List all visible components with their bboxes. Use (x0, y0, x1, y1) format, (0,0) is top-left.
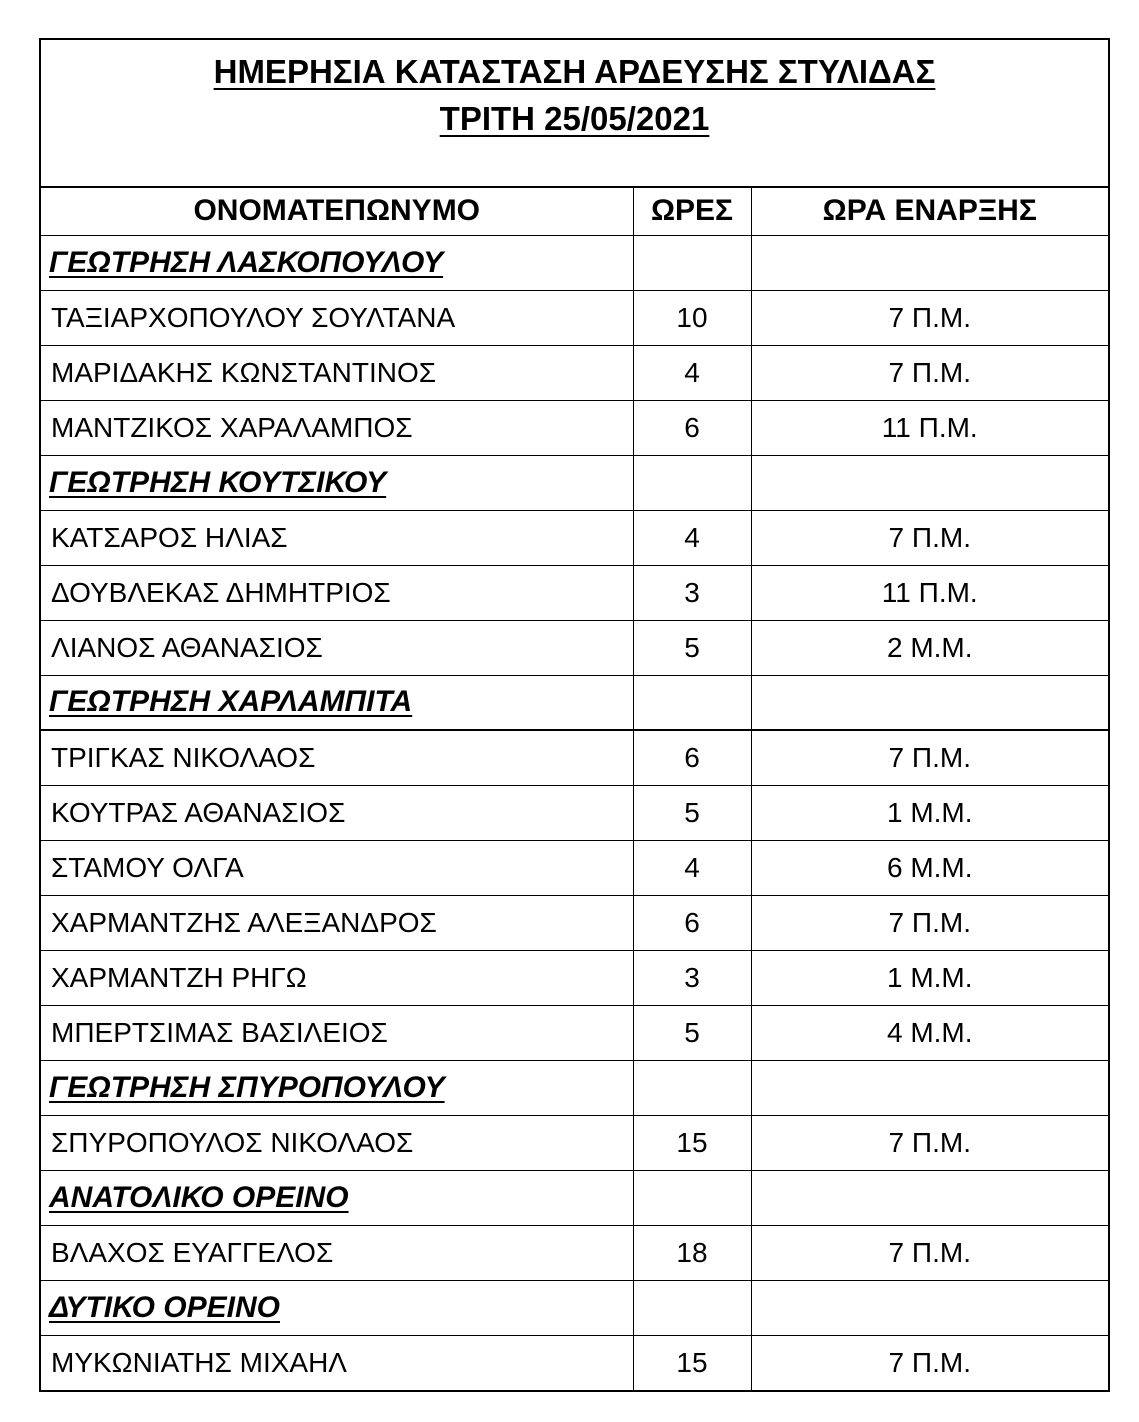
start-time-value: 1 Μ.Μ. (751, 950, 1108, 1005)
hours-value: 6 (633, 400, 751, 455)
group-row (41, 1280, 1108, 1335)
person-name: ΣΠΥΡΟΠΟΥΛΟΣ ΝΙΚΟΛΑΟΣ (41, 1115, 633, 1170)
start-time-value: 2 Μ.Μ. (751, 620, 1108, 675)
group-hours-empty (633, 455, 751, 510)
group-row (41, 1060, 1108, 1115)
start-time-value: 7 Π.Μ. (751, 1225, 1108, 1280)
table-row (41, 565, 1108, 620)
start-time-value: 4 Μ.Μ. (751, 1005, 1108, 1060)
person-name: ΔΟΥΒΛΕΚΑΣ ΔΗΜΗΤΡΙΟΣ (41, 565, 633, 620)
group-hours-empty (633, 1060, 751, 1115)
table-row (41, 400, 1108, 455)
table-row (41, 730, 1108, 785)
person-name: ΒΛΑΧΟΣ ΕΥΑΓΓΕΛΟΣ (41, 1225, 633, 1280)
start-time-value: 7 Π.Μ. (751, 1115, 1108, 1170)
group-hours-empty (633, 1170, 751, 1225)
document-date: ΤΡΙΤΗ 25/05/2021 (439, 100, 710, 137)
group-row (41, 455, 1108, 510)
start-time-value: 7 Π.Μ. (751, 510, 1108, 565)
group-name: ΑΝΑΤΟΛΙΚΟ ΟΡΕΙΝΟ (41, 1170, 633, 1225)
group-hours-empty (633, 675, 751, 730)
table-row (41, 840, 1108, 895)
hours-value: 4 (633, 510, 751, 565)
person-name: ΤΑΞΙΑΡΧΟΠΟΥΛΟΥ ΣΟΥΛΤΑΝΑ (41, 290, 633, 345)
hours-value: 15 (633, 1335, 751, 1390)
start-time-value: 11 Π.Μ. (751, 400, 1108, 455)
person-name: ΜΑΝΤΖΙΚΟΣ ΧΑΡΑΛΑΜΠΟΣ (41, 400, 633, 455)
person-name: ΣΤΑΜΟΥ ΟΛΓΑ (41, 840, 633, 895)
table-row (41, 290, 1108, 345)
start-time-value: 7 Π.Μ. (751, 290, 1108, 345)
start-time-value: 7 Π.Μ. (751, 345, 1108, 400)
group-start-empty (751, 675, 1108, 730)
person-name: ΧΑΡΜΑΝΤΖΗ ΡΗΓΩ (41, 950, 633, 1005)
group-row (41, 235, 1108, 290)
hours-value: 6 (633, 730, 751, 785)
hours-value: 6 (633, 895, 751, 950)
group-name: ΓΕΩΤΡΗΣΗ ΣΠΥΡΟΠΟΥΛΟΥ (41, 1060, 633, 1115)
group-name: ΓΕΩΤΡΗΣΗ ΛΑΣΚΟΠΟΥΛΟΥ (41, 235, 633, 290)
table-row (41, 345, 1108, 400)
table-row (41, 785, 1108, 840)
table-row (41, 1115, 1108, 1170)
column-header-hours: ΩΡΕΣ (633, 188, 751, 235)
hours-value: 5 (633, 620, 751, 675)
hours-value: 4 (633, 840, 751, 895)
group-start-empty (751, 1170, 1108, 1225)
table-row (41, 950, 1108, 1005)
person-name: ΜΥΚΩΝΙΑΤΗΣ ΜΙΧΑΗΛ (41, 1335, 633, 1390)
hours-value: 4 (633, 345, 751, 400)
hours-value: 3 (633, 565, 751, 620)
header-row (41, 188, 1108, 235)
schedule-table (41, 188, 1108, 1390)
start-time-value: 6 Μ.Μ. (751, 840, 1108, 895)
start-time-value: 7 Π.Μ. (751, 730, 1108, 785)
person-name: ΜΑΡΙΔΑΚΗΣ ΚΩΝΣΤΑΝΤΙΝΟΣ (41, 345, 633, 400)
schedule-body (41, 235, 1108, 1390)
hours-value: 5 (633, 1005, 751, 1060)
person-name: ΤΡΙΓΚΑΣ ΝΙΚΟΛΑΟΣ (41, 730, 633, 785)
group-row (41, 675, 1108, 730)
person-name: ΚΑΤΣΑΡΟΣ ΗΛΙΑΣ (41, 510, 633, 565)
column-header-start-time: ΩΡΑ ΕΝΑΡΞΗΣ (751, 188, 1108, 235)
person-name: ΧΑΡΜΑΝΤΖΗΣ ΑΛΕΞΑΝΔΡΟΣ (41, 895, 633, 950)
group-name: ΓΕΩΤΡΗΣΗ ΧΑΡΛΑΜΠΙΤΑ (41, 675, 633, 730)
group-start-empty (751, 1280, 1108, 1335)
irrigation-schedule-sheet (39, 38, 1110, 1392)
column-header-name: ΟΝΟΜΑΤΕΠΩΝΥΜΟ (41, 188, 633, 235)
hours-value: 5 (633, 785, 751, 840)
group-row (41, 1170, 1108, 1225)
group-start-empty (751, 455, 1108, 510)
start-time-value: 7 Π.Μ. (751, 895, 1108, 950)
table-row (41, 895, 1108, 950)
person-name: ΛΙΑΝΟΣ ΑΘΑΝΑΣΙΟΣ (41, 620, 633, 675)
table-row (41, 1335, 1108, 1390)
group-name: ΔΥΤΙΚΟ ΟΡΕΙΝΟ (41, 1280, 633, 1335)
start-time-value: 11 Π.Μ. (751, 565, 1108, 620)
hours-value: 18 (633, 1225, 751, 1280)
group-hours-empty (633, 235, 751, 290)
group-start-empty (751, 1060, 1108, 1115)
table-row (41, 510, 1108, 565)
table-row (41, 1225, 1108, 1280)
person-name: ΚΟΥΤΡΑΣ ΑΘΑΝΑΣΙΟΣ (41, 785, 633, 840)
person-name: ΜΠΕΡΤΣΙΜΑΣ ΒΑΣΙΛΕΙΟΣ (41, 1005, 633, 1060)
title-block (41, 40, 1108, 188)
hours-value: 10 (633, 290, 751, 345)
group-hours-empty (633, 1280, 751, 1335)
start-time-value: 1 Μ.Μ. (751, 785, 1108, 840)
group-start-empty (751, 235, 1108, 290)
document-title: ΗΜΕΡΗΣΙΑ ΚΑΤΑΣΤΑΣΗ ΑΡΔΕΥΣΗΣ ΣΤΥΛΙΔΑΣ (213, 53, 936, 90)
table-row (41, 1005, 1108, 1060)
start-time-value: 7 Π.Μ. (751, 1335, 1108, 1390)
table-row (41, 620, 1108, 675)
hours-value: 15 (633, 1115, 751, 1170)
hours-value: 3 (633, 950, 751, 1005)
group-name: ΓΕΩΤΡΗΣΗ ΚΟΥΤΣΙΚΟΥ (41, 455, 633, 510)
